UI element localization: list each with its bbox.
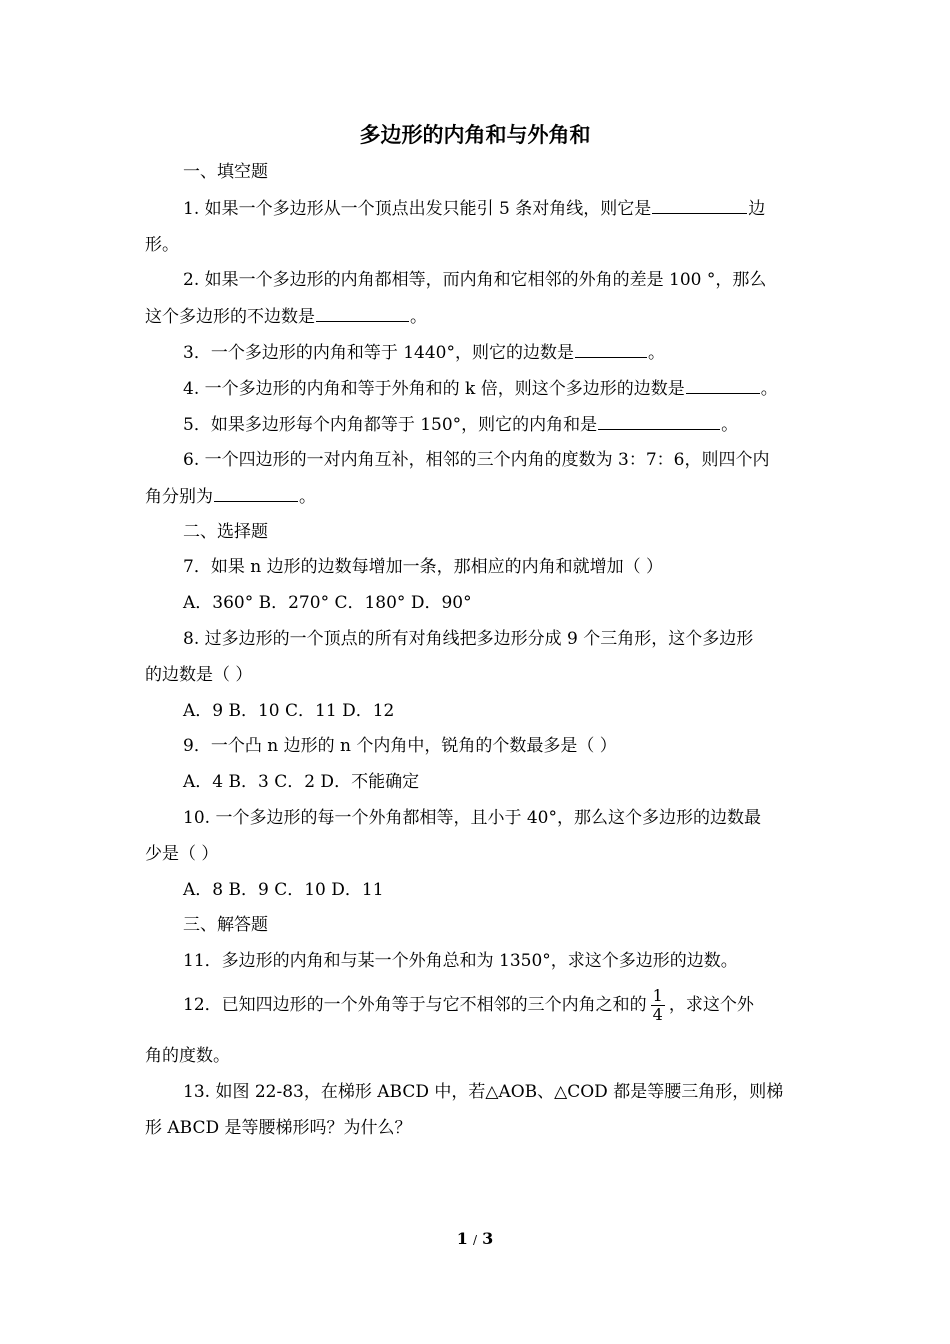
fraction-one-quarter: $\frac{1}{4}$	[652, 986, 663, 1024]
answer-blank[interactable]	[652, 195, 747, 214]
question-6: 6. 一个四边形的一对内角互补，相邻的三个内角的度数为 3：7：6，则四个内	[183, 450, 770, 470]
question-4: 4. 一个多边形的内角和等于外角和的 k 倍，则这个多边形的边数是 。	[183, 375, 778, 402]
question-12-cont: 角的度数。	[145, 1046, 230, 1066]
question-2: 2. 如果一个多边形的内角都相等，而内角和它相邻的外角的差是 100 °，那么	[183, 270, 767, 290]
question-13: 13. 如图 22-83，在梯形 ABCD 中，若△AOB、△COD 都是等腰三角形，则梯	[183, 1082, 784, 1102]
answer-blank[interactable]	[598, 411, 720, 430]
question-1: 1. 如果一个多边形从一个顶点出发只能引 5 条对角线，则它是 边	[183, 195, 765, 222]
answer-blank[interactable]	[575, 339, 647, 358]
question-11: 11．多边形的内角和与某一个外角总和为 1350°，求这个多边形的边数。	[183, 951, 738, 971]
page-number: 1 / 3	[456, 1229, 494, 1248]
question-13-cont: 形 ABCD 是等腰梯形吗？为什么？	[145, 1118, 412, 1138]
question-1-cont: 形。	[145, 235, 179, 255]
question-10: 10. 一个多边形的每一个外角都相等，且小于 40°，那么这个多边形的边数最	[183, 808, 761, 828]
answer-blank[interactable]	[686, 375, 760, 394]
question-8-options: A．9 B．10 C．11 D．12	[183, 701, 395, 721]
question-9-options: A．4 B．3 C．2 D．不能确定	[183, 772, 420, 792]
question-8: 8. 过多边形的一个顶点的所有对角线把多边形分成 9 个三角形，这个多边形	[183, 629, 754, 649]
question-10-options: A．8 B．9 C．10 D．11	[183, 880, 384, 900]
question-8-cont: 的边数是（ ）	[145, 665, 253, 685]
answer-blank[interactable]	[214, 483, 298, 502]
question-12: 12．已知四边形的一个外角等于与它不相邻的三个内角之和的 $\frac{1}{4}$ ，求这个外	[183, 986, 754, 1024]
question-7: 7．如果 n 边形的边数每增加一条，那相应的内角和就增加（ ）	[183, 557, 663, 577]
question-10-cont: 少是（ ）	[145, 844, 219, 864]
section-heading-choice: 二、选择题	[183, 522, 268, 542]
question-6-cont: 角分别为 。	[145, 483, 316, 510]
question-3: 3．一个多边形的内角和等于 1440°，则它的边数是 。	[183, 339, 665, 366]
question-2-cont: 这个多边形的不边数是 。	[145, 303, 427, 330]
page-title: 多边形的内角和与外角和	[359, 122, 591, 147]
question-5: 5．如果多边形每个内角都等于 150°，则它的内角和是 。	[183, 411, 738, 438]
section-heading-solve: 三、解答题	[183, 915, 268, 935]
section-heading-fill: 一、填空题	[183, 162, 268, 182]
question-7-options: A．360° B．270° C．180° D．90°	[183, 593, 472, 613]
question-9: 9．一个凸 n 边形的 n 个内角中，锐角的个数最多是（ ）	[183, 736, 617, 756]
answer-blank[interactable]	[316, 303, 409, 322]
